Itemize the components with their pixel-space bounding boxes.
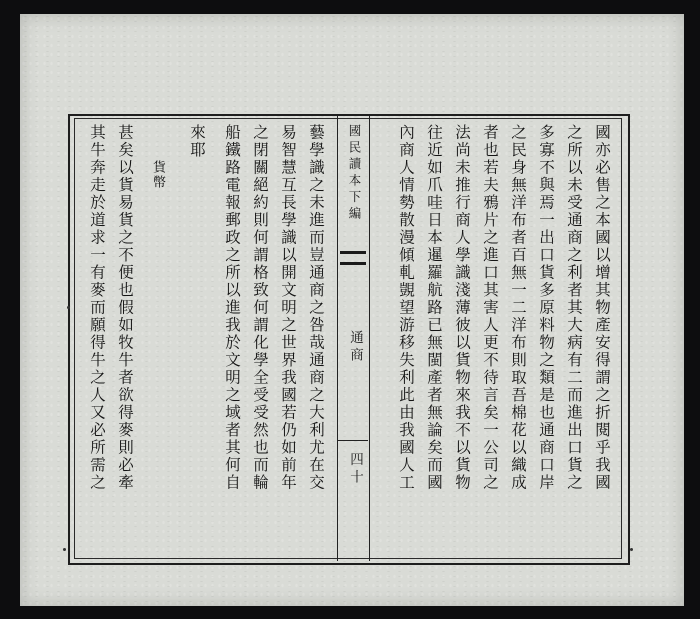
- text-column-l7: 甚矣以貨易貨之不便也假如牧牛者欲得麥則必牽: [116, 124, 134, 492]
- text-column-l4: 船鐵路電報郵政之所以進我於文明之域者其何自: [223, 124, 241, 492]
- text-column-l3: 之閉關絕約則何謂格致何謂化學全受受然也而輪: [251, 124, 269, 492]
- section-title: 通商: [347, 330, 363, 365]
- text-column-r3: 多寡不與焉一出口貨多原料物之類是也通商口岸: [537, 124, 555, 492]
- page-number: 四十: [347, 452, 363, 487]
- text-column-r4: 之民身無洋布者百無一二洋布則取吾棉花以織成: [509, 124, 527, 492]
- text-column-r6: 法尚未推行商人學識淺薄彼以貨物來我不以貨物: [453, 124, 471, 492]
- ink-speck: [63, 548, 66, 551]
- text-column-r8: 內商人情勢散漫傾軋覬望游移失利此由我國人工: [397, 124, 415, 492]
- text-column-r7: 往近如爪哇日本暹羅航路已無閩產者無論矣而國: [425, 124, 443, 492]
- fold-line-right: [369, 116, 370, 561]
- fishtail-mark: [340, 251, 366, 265]
- text-column-r2: 之所以未受通商之利者其大病有二而進出口貨之: [565, 124, 583, 492]
- text-column-l2: 易智慧互長學識以開文明之世界我國若仍如前年: [279, 124, 297, 492]
- text-column-r1: 國亦必售之本國以增其物產安得謂之折閱乎我國: [593, 124, 611, 492]
- subsection-heading: 貨幣: [150, 160, 165, 190]
- book-title: 國民讀本下編: [347, 124, 362, 223]
- header-rule: [338, 440, 368, 441]
- text-column-l5: 來耶: [188, 124, 206, 159]
- fold-line-left: [337, 116, 338, 561]
- text-column-r5: 者也若夫鴉片之進口其害人更不待言矣一公司之: [481, 124, 499, 492]
- ink-speck: [67, 306, 70, 309]
- ink-speck: [630, 548, 633, 551]
- text-column-l1: 藝學識之未進而豈通商之咎哉通商之大利尤在交: [307, 124, 325, 492]
- text-column-l8: 其牛奔走於道求一有麥而願得牛之人又必所需之: [88, 124, 106, 492]
